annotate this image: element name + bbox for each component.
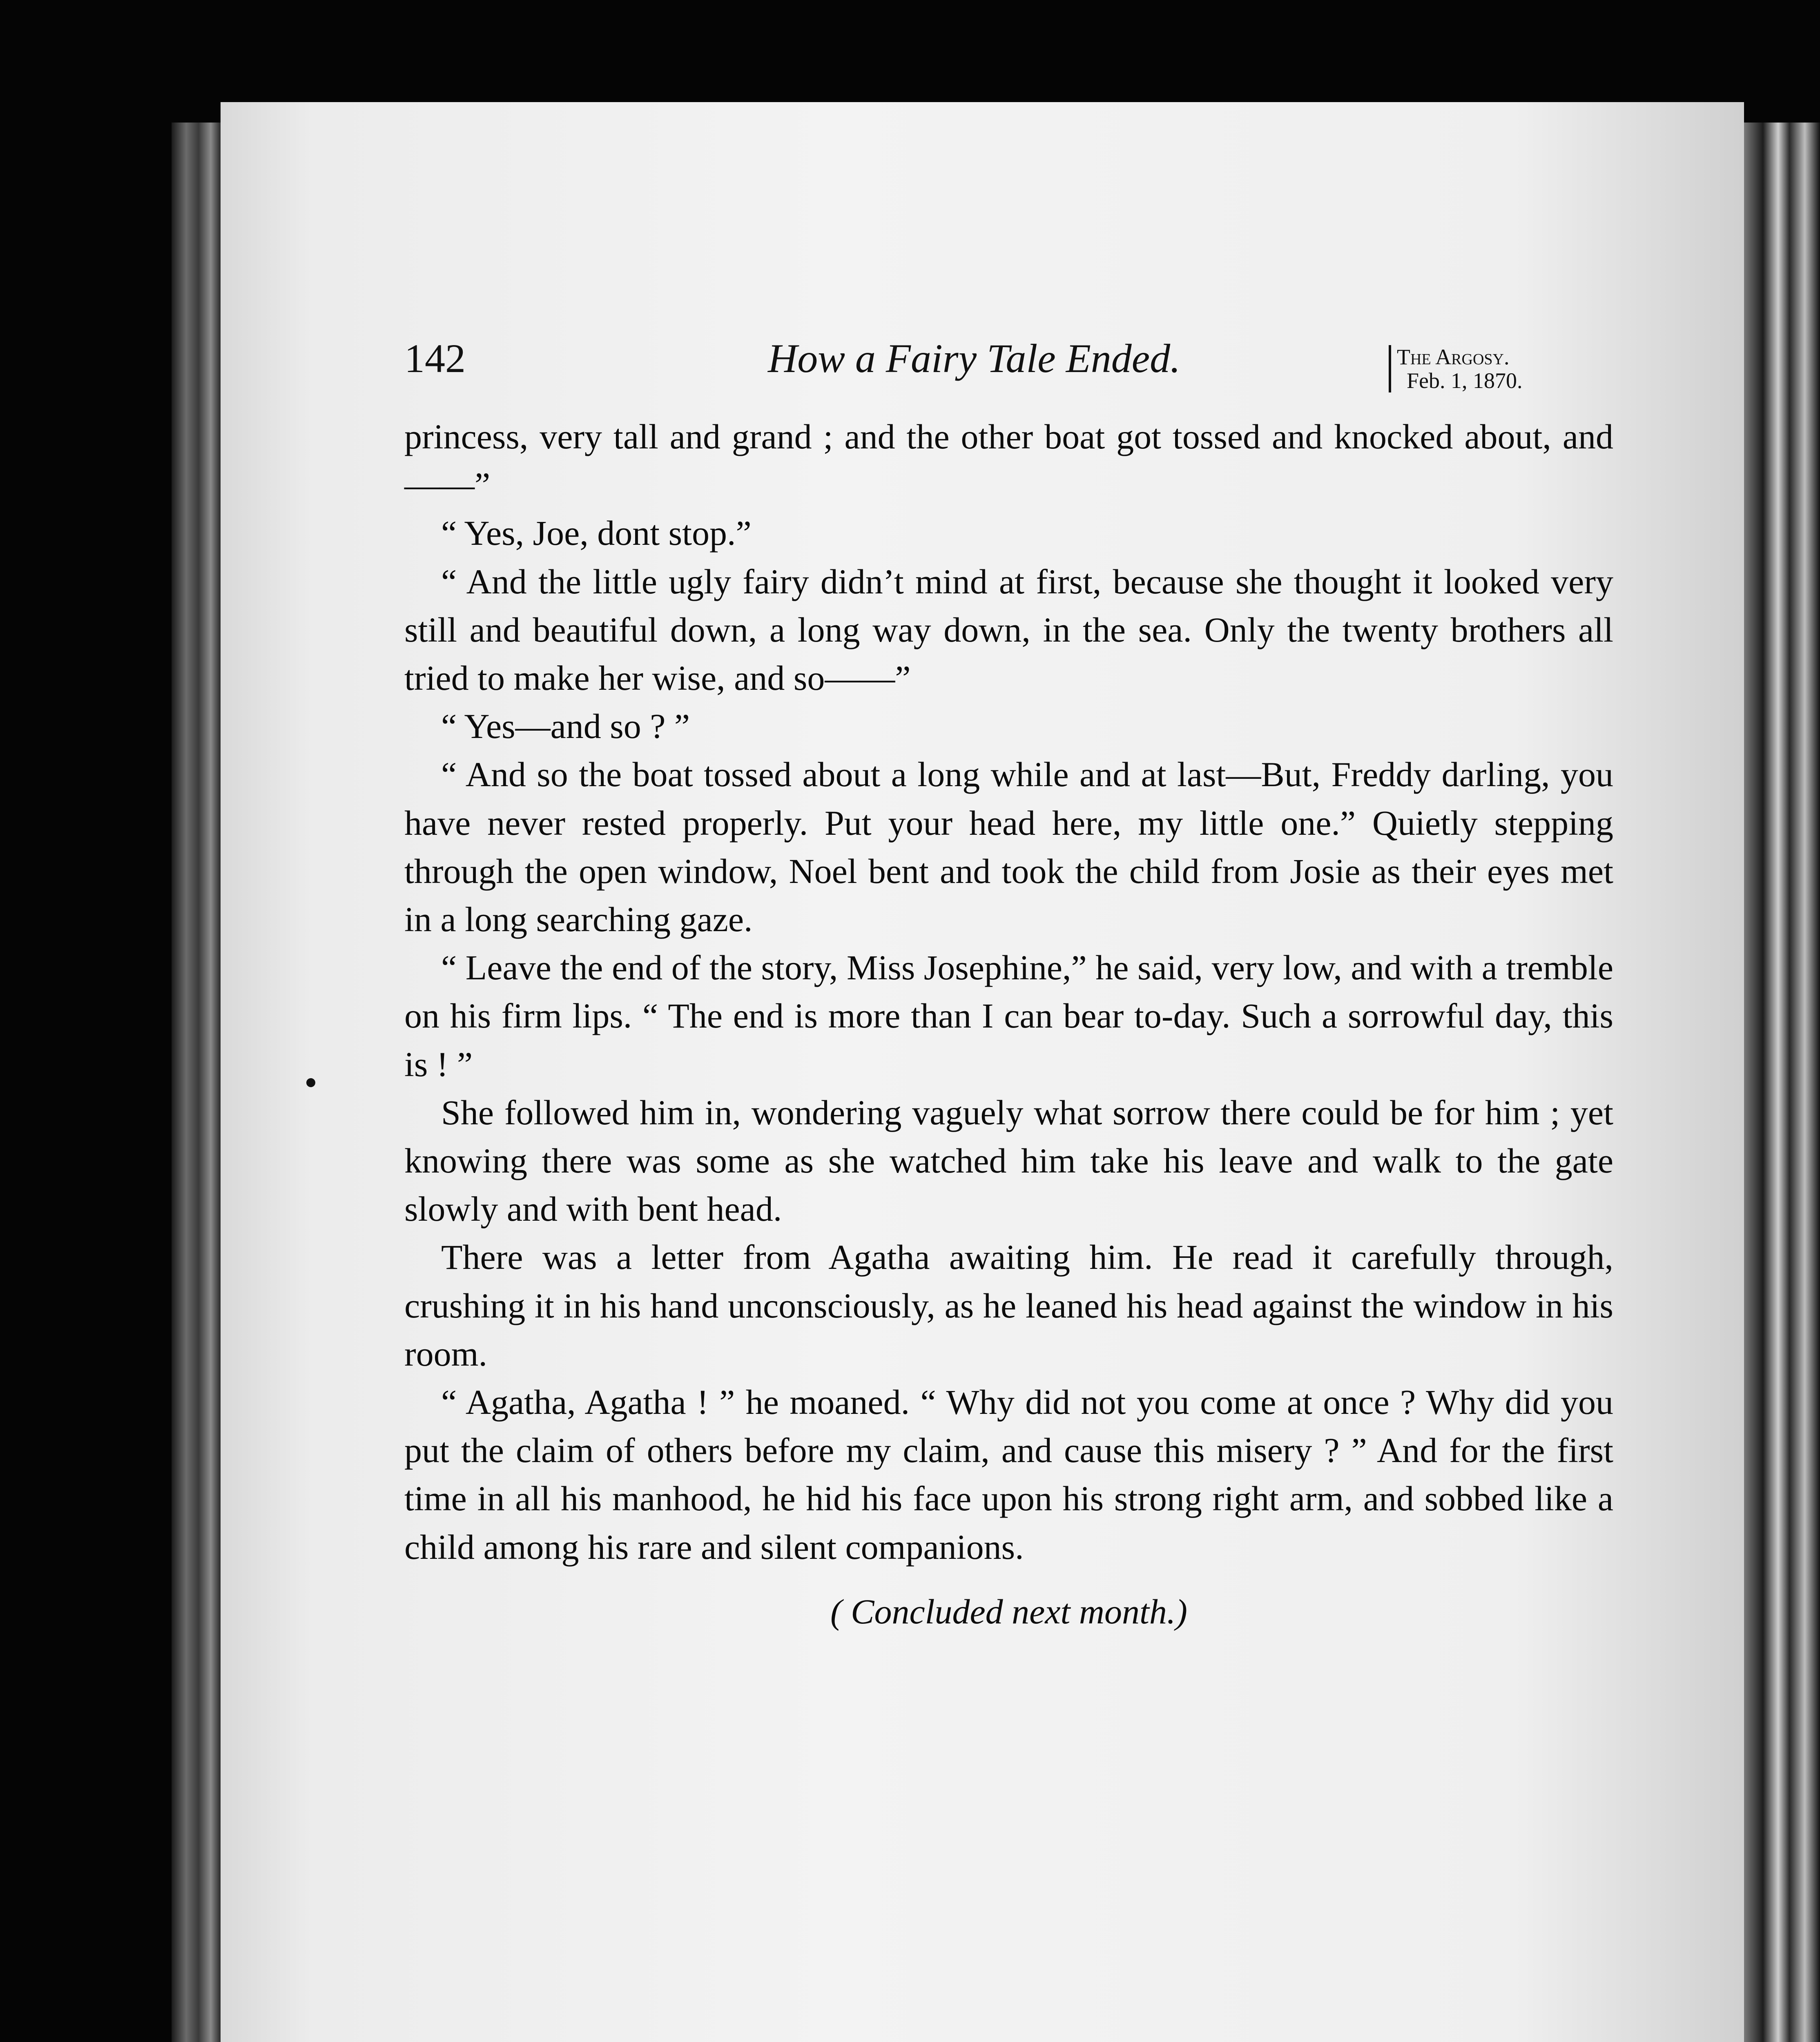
paragraph: princess, very tall and grand ; and the other boat got tossed and knocked about, and——” [404, 417, 1613, 505]
journal-reference [1389, 345, 1523, 392]
book-gutter [172, 123, 221, 2042]
running-title: How a Fairy Tale Ended. [768, 336, 1181, 381]
paragraph: She followed him in, wondering vaguely what sorrow there could be for him ; yet knowing there was some as she watched him take his leave and walk to the gate slowly and with bent head. [404, 1092, 1613, 1229]
journal-name: The Argosy. [1397, 345, 1510, 369]
page-edge [1744, 123, 1820, 2042]
paragraph: There was a letter from Agatha awaiting him. He read it carefully through, crushing it in his hand unconsciously, as he leaned his head against the window in his room. [404, 1237, 1613, 1373]
story-text [404, 412, 1613, 1636]
paragraph: “ Yes—and so ? ” [441, 707, 690, 746]
paragraph: “ Leave the end of the story, Miss Josephine,” he said, very low, and with a tremble on his firm lips. “ The end is more than I can bear to-day. Such a sorrowful day, this is ! ” [404, 948, 1613, 1084]
closing-note: ( Concluded next month.) [830, 1592, 1188, 1631]
paragraph: “ Yes, Joe, dont stop.” [441, 513, 752, 553]
page-number: 142 [404, 336, 466, 381]
journal-date: Feb. 1, 1870. [1407, 368, 1523, 393]
paragraph: “ And so the boat tossed about a long while and at last—But, Freddy darling, you have never rested properly. Put your head here, my little one.” Quietly stepping through the open window, Noel bent and took the child from Josie as their eyes met in a long searching gaze. [404, 755, 1613, 939]
speck [306, 1078, 315, 1087]
paragraph: “ Agatha, Agatha ! ” he moaned. “ Why did not you come at once ? Why did you put the claim of others before my claim, and cause this misery ? ” And for the first time in all his manhood, he hid his face upon his strong right arm, and sobbed like a child among his rare and silent companions. [404, 1382, 1613, 1567]
paragraph: “ And the little ugly fairy didn’t mind at first, because she thought it looked very still and beautiful down, a long way down, in the sea. Only the twenty brothers all tried to make her wise, and so——” [404, 562, 1613, 698]
